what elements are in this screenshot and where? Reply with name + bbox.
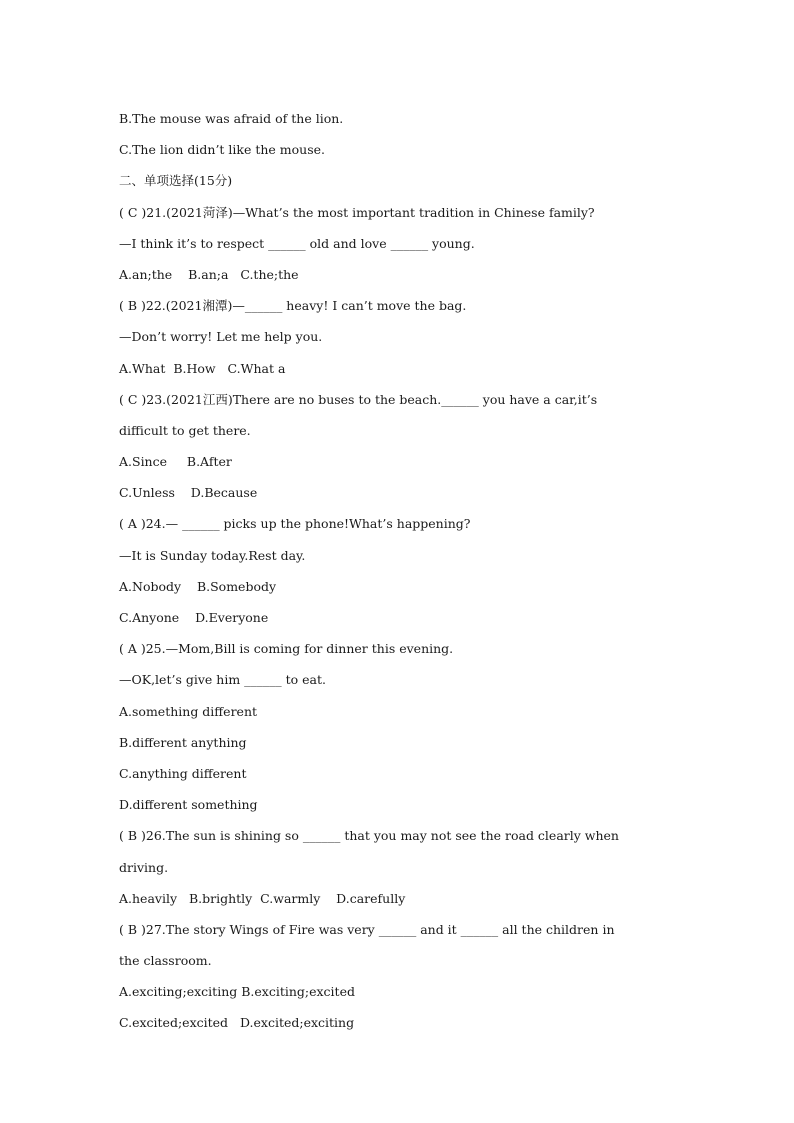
question-23: ( C )23.(2021江西)There are no buses to the beach.______ you have a car,it’s	[119, 391, 598, 407]
question-24-dialogue: —It is Sunday today.Rest day.	[119, 547, 306, 563]
question-27-continued: the classroom.	[119, 953, 212, 969]
question-21: ( C )21.(2021菏泽)—What’s the most important tradition in Chinese family?	[119, 204, 595, 220]
question-25-option-a: A.something different	[119, 703, 258, 719]
question-24-options-cd: C.Anyone D.Everyone	[119, 610, 269, 625]
question-25-option-c: C.anything different	[119, 765, 247, 781]
question-22-options: A.What B.How C.What a	[119, 360, 286, 376]
question-22-dialogue: —Don’t worry! Let me help you.	[119, 329, 323, 345]
option-b-mouse-afraid: B.The mouse was afraid of the lion.	[119, 111, 344, 126]
question-25-dialogue: —OK,let’s give him ______ to eat.	[119, 672, 326, 688]
section-heading-single-choice: 二、单项选择(15分)	[119, 173, 233, 189]
question-23-options-cd: C.Unless D.Because	[119, 485, 258, 501]
question-23-continued: difficult to get there.	[119, 422, 251, 438]
question-27-options-cd: C.excited;excited D.excited;exciting	[119, 1015, 355, 1031]
option-c-lion-didnt-like: C.The lion didn’t like the mouse.	[119, 142, 326, 158]
question-27: ( B )27.The story Wings of Fire was very ______ and it ______ all the children in	[119, 921, 615, 937]
question-22: ( B )22.(2021湘潭)—______ heavy! I can’t move the bag.	[119, 298, 467, 314]
question-25-option-d: D.different something	[119, 797, 258, 813]
question-26-options: A.heavily B.brightly C.warmly D.carefully	[119, 890, 406, 906]
question-24-options-ab: A.Nobody B.Somebody	[119, 578, 277, 594]
question-27-options-ab: A.exciting;exciting B.exciting;excited	[119, 984, 355, 1000]
question-25-option-b: B.different anything	[119, 734, 247, 750]
question-24: ( A )24.— ______ picks up the phone!What’s happening?	[119, 516, 471, 532]
question-21-dialogue: —I think it’s to respect ______ old and love ______ young.	[119, 235, 475, 251]
question-26: ( B )26.The sun is shining so ______ that you may not see the road clearly when	[119, 828, 619, 844]
document-page	[119, 103, 689, 1039]
question-23-options-ab: A.Since B.After	[119, 454, 232, 470]
question-21-options: A.an;the B.an;a C.the;the	[119, 266, 299, 282]
question-25: ( A )25.—Mom,Bill is coming for dinner this evening.	[119, 641, 454, 657]
question-26-continued: driving.	[119, 859, 169, 875]
